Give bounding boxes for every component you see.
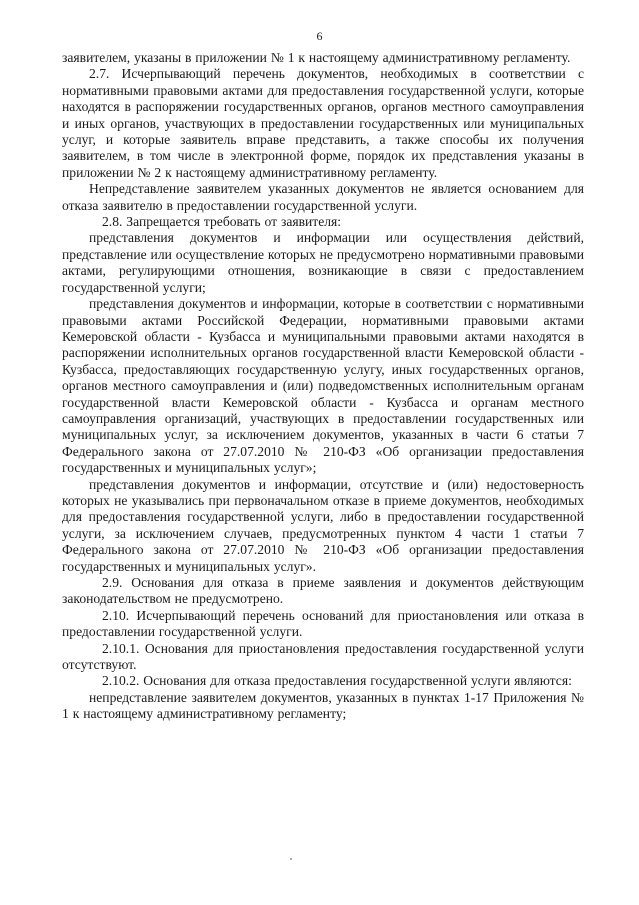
document-body xyxy=(62,50,584,723)
paragraph-2-10: 2.10. Исчерпывающий перечень оснований для приостановления или отказа в предоставлении государственной услуги. xyxy=(62,607,584,640)
scan-speck xyxy=(290,858,292,860)
paragraph-prohibition-2: представления документов и информации, которые в соответствии с нормативными правовыми актами Российской Федерации, нормативными правовыми актами Кемеровской области - Кузбасса и муниципальными правовыми актами находятся в распоряжении исполнительных органов государственной власти Кемеровской области - Кузбасса, предоставляющих государственную услугу, иных государственных органов, органов местного самоуправления и (или) подведомственных исполнительным органам государственной власти Кемеровской области - Кузбасса и органам местного самоуправления организаций, участвующих в предоставлении государственных или муниципальных услуг, за исключением документов, указанных в части 6 статьи 7 Федерального закона от 27.07.2010 № 210-ФЗ «Об организации предоставления государственных и муниципальных услуг»; xyxy=(62,296,584,476)
paragraph-continuation: заявителем, указаны в приложении № 1 к настоящему административному регламенту. xyxy=(62,50,571,65)
paragraph-2-10-2: 2.10.2. Основания для отказа предоставления государственной услуги являются: xyxy=(102,673,572,689)
paragraph-non-submission: Непредставление заявителем указанных документов не является основанием для отказа заявителю в предоставлении государственной услуги. xyxy=(62,181,584,213)
page-number: 6 xyxy=(316,29,323,43)
paragraph-2-8: 2.8. Запрещается требовать от заявителя: xyxy=(102,214,342,230)
paragraph-2-10-1: 2.10.1. Основания для приостановления предоставления государственной услуги отсутствуют. xyxy=(62,640,584,673)
paragraph-prohibition-1: представления документов и информации или осуществления действий, представление или осуществление которых не предусмотрено нормативными правовыми актами, регулирующими отношения, возникающие в связи с предоставлением государственной услуги; xyxy=(62,230,584,295)
paragraph-refusal-ground: непредставление заявителем документов, указанных в пунктах 1-17 Приложения № 1 к настоящему административному регламенту; xyxy=(62,689,584,722)
paragraph-2-9: 2.9. Основания для отказа в приеме заявления и документов действующим законодательством не предусмотрено. xyxy=(62,575,584,607)
paragraph-prohibition-3: представления документов и информации, отсутствие и (или) недостоверность которых не указывались при первоначальном отказе в приеме документов, необходимых для предоставления государственной услуги, либо в предоставлении государственной услуги, за исключением случаев, предусмотренных пунктом 4 части 1 статьи 7 Федерального закона от 27.07.2010 № 210-ФЗ «Об организации предоставления государственных и муниципальных услуг». xyxy=(62,476,584,574)
paragraph-2-7: 2.7. Исчерпывающий перечень документов, необходимых в соответствии с нормативными правовыми актами для предоставления государственной услуги, которые находятся в распоряжении государственных органов, органов местного самоуправления и иных органов, участвующих в предоставлении государственных или муниципальных услуг, и которые заявитель вправе представить, а также способы их получения заявителем, в том числе в электронной форме, порядок их представления указаны в приложении № 2 к настоящему административному регламенту. xyxy=(62,66,584,180)
